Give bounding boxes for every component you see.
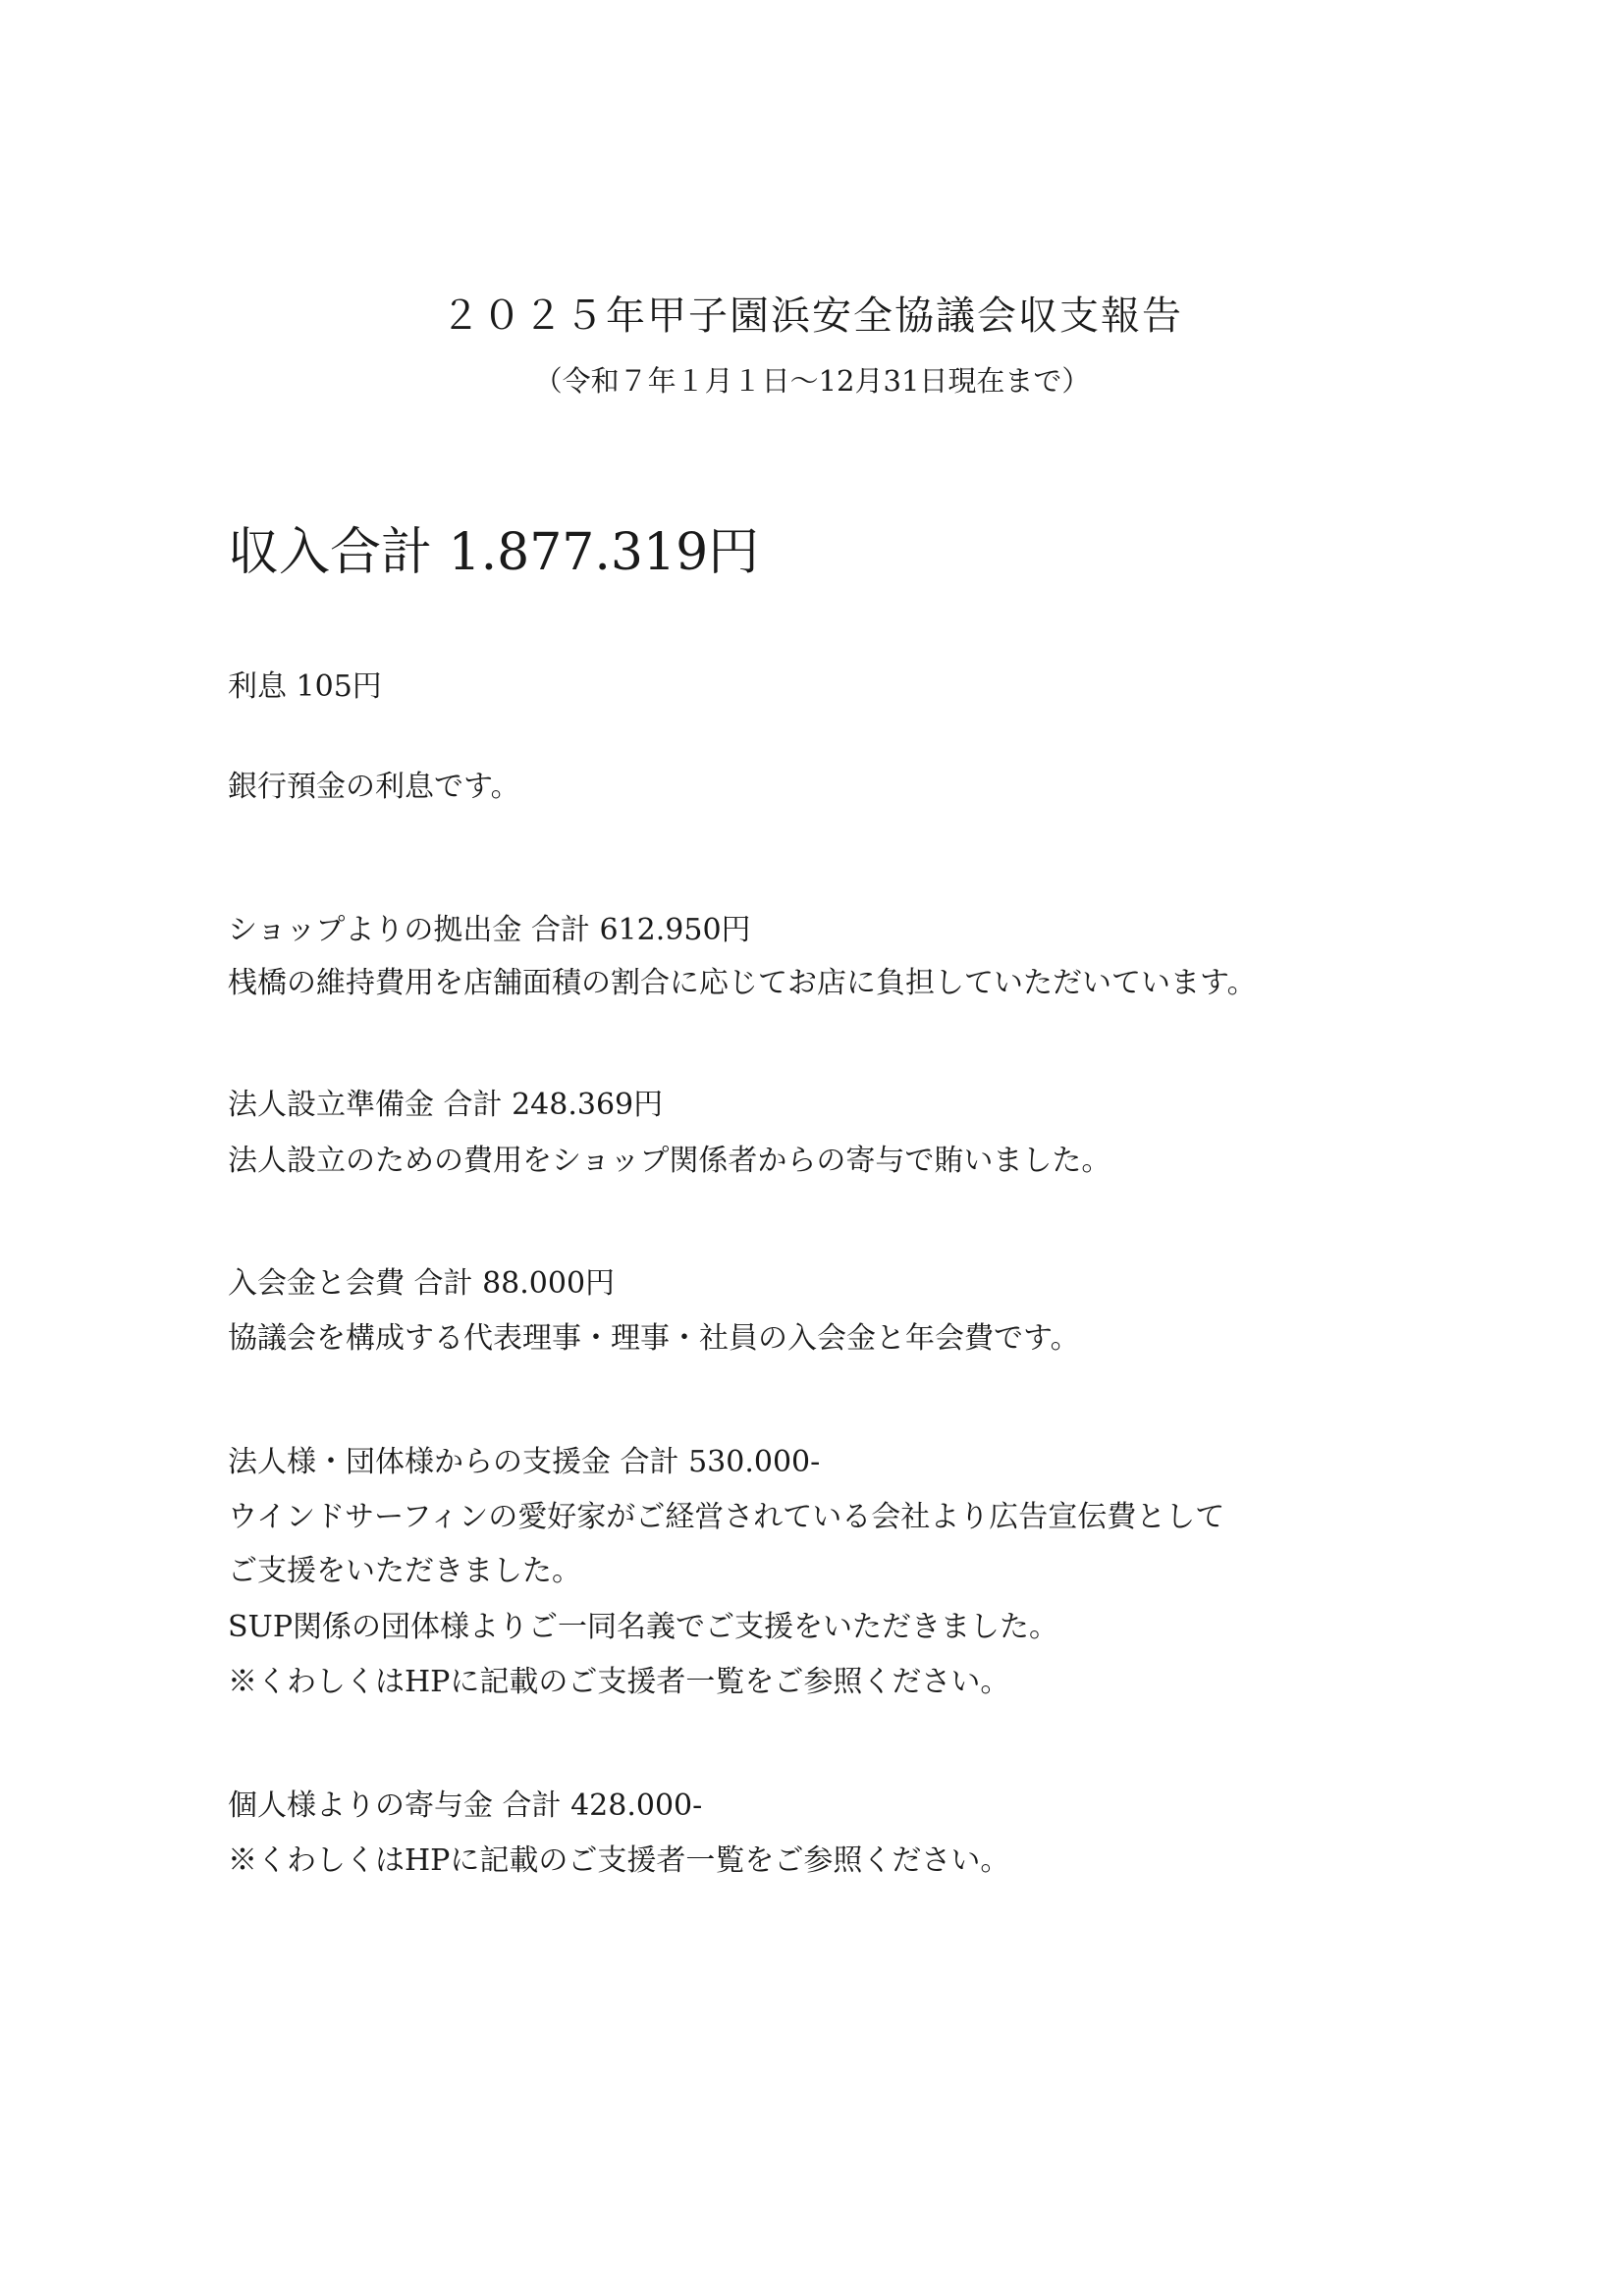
- section-text-membership: 協議会を構成する代表理事・理事・社員の入会金と年会費です。: [228, 1321, 1080, 1356]
- section-text-individual: ※くわしくはHPに記載のご支援者一覧をご参照ください。: [228, 1843, 1010, 1878]
- section-heading-membership: 入会金と会費 合計 88.000円: [228, 1266, 616, 1301]
- section-heading-individual: 個人様よりの寄与金 合計 428.000-: [228, 1789, 703, 1823]
- report-title: ２０２５年甲子園浜安全協議会収支報告: [441, 294, 1183, 339]
- section-heading-interest: 利息 105円: [228, 669, 382, 704]
- section-text-corporate-1: ウインドサーフィンの愛好家がご経営されている会社より広告宣伝費として: [228, 1500, 1225, 1534]
- section-text-corporate-4: ※くわしくはHPに記載のご支援者一覧をご参照ください。: [228, 1665, 1010, 1699]
- section-text-interest: 銀行預金の利息です。: [228, 770, 520, 804]
- report-period: （令和７年１月１日〜12月31日現在まで）: [533, 364, 1091, 398]
- section-heading-corporate: 法人様・団体様からの支援金 合計 530.000-: [228, 1445, 821, 1479]
- income-total: 収入合計 1.877.319円: [228, 523, 760, 582]
- section-heading-incorporation: 法人設立準備金 合計 248.369円: [228, 1088, 664, 1122]
- section-heading-shop: ショップよりの拠出金 合計 612.950円: [228, 913, 751, 947]
- section-text-shop: 桟橋の維持費用を店舗面積の割合に応じてお店に負担していただいています。: [228, 966, 1257, 1000]
- section-text-incorporation: 法人設立のための費用をショップ関係者からの寄与で賄いました。: [228, 1144, 1111, 1178]
- section-text-corporate-2: ご支援をいただきました。: [228, 1554, 581, 1588]
- section-text-corporate-3: SUP関係の団体様よりご一同名義でご支援をいただきました。: [228, 1610, 1059, 1644]
